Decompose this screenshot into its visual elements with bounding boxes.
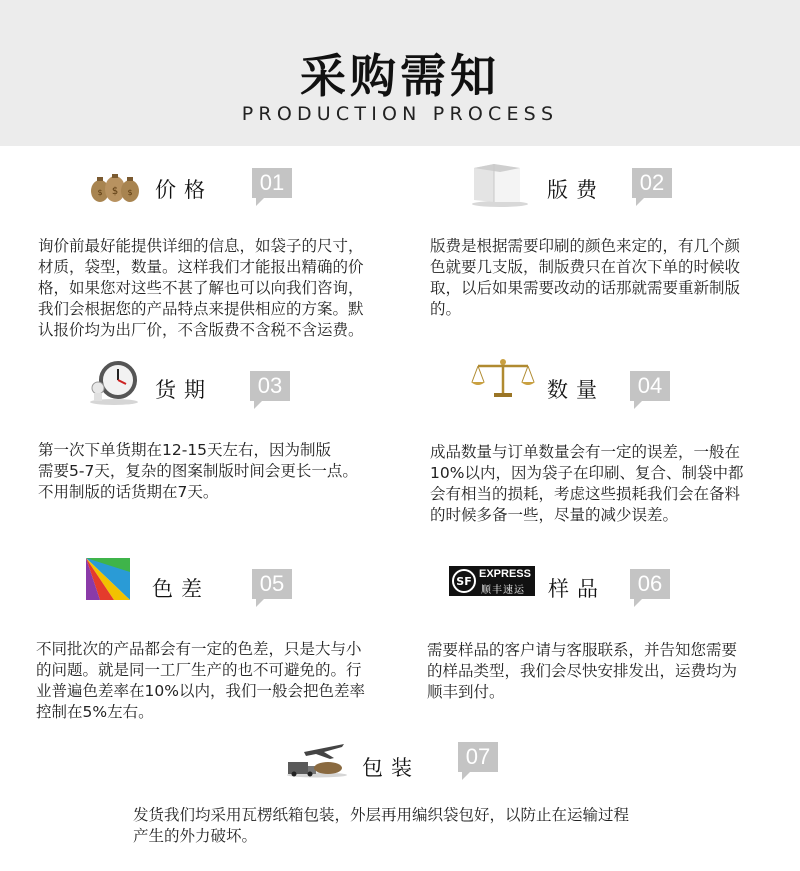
svg-text:$: $	[97, 188, 103, 197]
header-banner	[0, 0, 800, 146]
section-text: 成品数量与订单数量会有一定的误差，一般在 10%以内，因为袋子在印刷、复合、制袋中都 会有相当的损耗，考虑这些损耗我们会在备料 的时候多备一些，尽量的减少误差。	[430, 443, 744, 524]
scale-icon	[470, 358, 536, 400]
section-label: 货期	[155, 378, 213, 402]
section-label: 版费	[547, 178, 605, 202]
svg-text:$: $	[127, 188, 133, 197]
section-number-badge: 02	[632, 168, 672, 198]
section-number-badge: 01	[252, 168, 292, 198]
section-number-badge: 05	[252, 569, 292, 599]
section-number-badge: 07	[458, 742, 498, 772]
section-text: 第一次下单货期在12-15天左右，因为制版 需要5-7天，复杂的图案制版时间会更长一点。 不用制版的话货期在7天。	[38, 441, 358, 501]
section-text: 发货我们均采用瓦楞纸箱包装，外层再用编织袋包好，以防止在运输过程 产生的外力破坏。	[133, 806, 630, 845]
section-label: 数量	[547, 378, 605, 402]
clock-icon	[86, 360, 142, 406]
section-text: 询价前最好能提供详细的信息，如袋子的尺寸， 材质，袋型，数量。这样我们才能报出精确的价 格，如果您对这些不甚了解也可以向我们咨询， 我们会根据您的产品特点来提供相应的方案。默 认报价均为出厂价，不含版费不含税不含运费。	[38, 237, 364, 339]
section-number-badge: 03	[250, 371, 290, 401]
section-label: 价格	[155, 178, 213, 202]
page-title: 采购需知	[300, 49, 500, 103]
section-text: 版费是根据需要印刷的颜色来定的，有几个颜 色就要几支版，制版费只在首次下单的时候收 取，以后如果需要改动的话那就需要重新制版 的。	[430, 237, 741, 318]
svg-text:SF: SF	[456, 575, 472, 588]
money-bags-icon	[90, 166, 140, 204]
section-label: 色差	[152, 577, 210, 601]
section-number-badge: 04	[630, 371, 670, 401]
logo-text-express: EXPRESS	[479, 568, 531, 580]
color-swatch-icon	[84, 556, 132, 602]
shipping-plane-icon	[284, 738, 350, 778]
section-text: 需要样品的客户请与客服联系，并告知您需要 的样品类型，我们会尽快安排发出，运费均为 顺丰到付。	[427, 641, 738, 701]
section-text: 不同批次的产品都会有一定的色差，只是大与小 的问题。就是同一工厂生产的也不可避免的。行 业普遍色差率在10%以内，我们一般会把色差率 控制在5%左右。	[36, 640, 365, 721]
section-label: 包装	[362, 756, 420, 780]
logo-text-sf: 顺丰速运	[481, 585, 525, 596]
page-subtitle: PRODUCTION PROCESS	[241, 103, 559, 125]
svg-text:$: $	[111, 186, 119, 197]
section-number-badge: 06	[630, 569, 670, 599]
sf-express-logo-icon	[449, 566, 535, 596]
paper-bag-icon	[468, 160, 532, 208]
section-label: 样品	[548, 577, 606, 601]
